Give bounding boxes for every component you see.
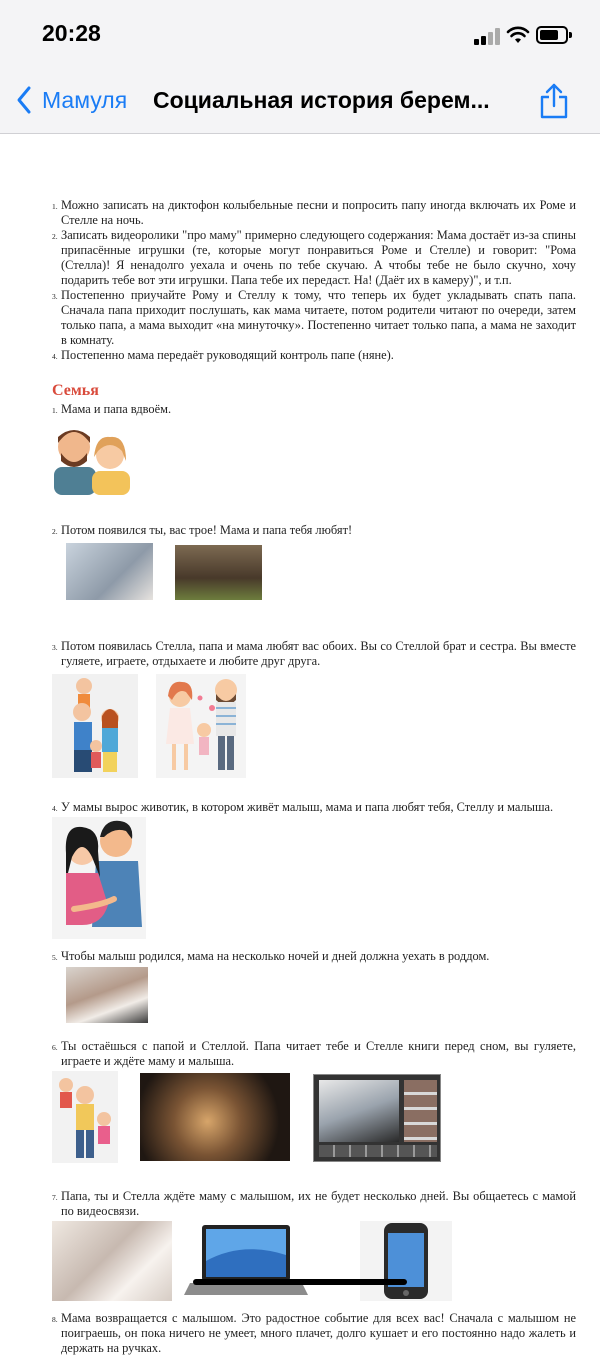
family-item: 1. Мама и папа вдвоём.	[52, 402, 172, 416]
intro-list	[52, 198, 576, 363]
laptop-icon	[182, 1221, 310, 1301]
status-time: 20:28	[42, 20, 101, 46]
couple-illustration	[52, 421, 132, 495]
share-icon[interactable]	[538, 82, 570, 120]
cellular-signal-icon	[474, 27, 500, 45]
hospital-photo	[66, 967, 148, 1023]
reading-photo	[140, 1073, 290, 1161]
family-illustration	[52, 674, 138, 778]
list-item: 2. Записать видеоролики "про маму" примерно следующего содержания: Мама достаёт из-за спины припасённые игрушки (те, которые могут понравиться Роме и Стелле) и говорит: "Рома (Стелла)! Я ненадолго уехала и очень по тебе скучаю. А чтобы тебе не было скучно, хочу подарить тебе вот эти игрушки. Папа тебе их передаст. На! (Даёт их в камеру)", и т.п.	[52, 228, 576, 287]
status-bar	[0, 0, 600, 70]
home-indicator[interactable]	[193, 1279, 407, 1285]
family-item: 5. Чтобы малыш родился, мама на несколько ночей и дней должна уехать в роддом.	[52, 949, 490, 963]
family-photo	[175, 545, 262, 600]
family-photo	[66, 543, 153, 600]
family-item: 2. Потом появился ты, вас трое! Мама и папа тебя любят!	[52, 523, 353, 537]
mobile-phone-icon	[360, 1221, 452, 1301]
document-body	[52, 198, 576, 1356]
back-button[interactable]	[16, 86, 127, 114]
list-item: 1. Можно записать на диктофон колыбельные песни и попросить папу иногда включать их Роме и Стелле на ночь.	[52, 198, 576, 227]
pregnant-couple-illustration	[52, 817, 146, 939]
back-label: Мамуля	[42, 86, 128, 113]
page-title: Социальная история берем...	[153, 87, 490, 113]
family-item: 6. Ты остаёшься с папой и Стеллой. Папа читает тебе и Стелле книги перед сном, вы гуляете, играете и ждёте маму и малыша.	[52, 1039, 576, 1068]
father-children-illustration	[52, 1071, 118, 1163]
family-item: 4. У мамы вырос животик, в котором живёт малыш, мама и папа любят тебя, Стеллу и малыша.	[52, 800, 554, 814]
list-item: 3. Постепенно приучайте Рому и Стеллу к тому, что теперь их будет укладывать спать папа. Сначала папа приходит послушать, как мама читаете, потом родители читают по очереди, затем только папа, а мама выходит «на минуточку». Постепенно читает только папа, а мама не заходит в комнату.	[52, 288, 576, 347]
maternity-photo	[52, 1221, 172, 1301]
family-illustration	[156, 674, 246, 778]
navigation-bar	[0, 70, 600, 134]
battery-icon	[536, 26, 568, 44]
family-item: 3. Потом появилась Стелла, папа и мама любят вас обоих. Вы со Стеллой брат и сестра. Вы вместе гуляете, играете, отдыхаете и любите друг друга.	[52, 639, 576, 668]
wifi-icon	[506, 25, 530, 45]
section-heading: Семья	[52, 382, 99, 399]
video-screenshot	[313, 1074, 441, 1162]
family-item: 8. Мама возвращается с малышом. Это радостное событие для всех вас! Сначала с малышом не поиграешь, он пока ничего не умеет, много плачет, долго кушает и его постоянно надо жалеть и держать на ручках.	[52, 1311, 576, 1355]
chevron-left-icon	[16, 86, 32, 114]
list-item: 4. Постепенно мама передаёт руководящий контроль папе (няне).	[52, 348, 394, 362]
family-item: 7. Папа, ты и Стелла ждёте маму с малышом, их не будет несколько дней. Вы общаетесь с мамой по видеосвязи.	[52, 1189, 576, 1218]
